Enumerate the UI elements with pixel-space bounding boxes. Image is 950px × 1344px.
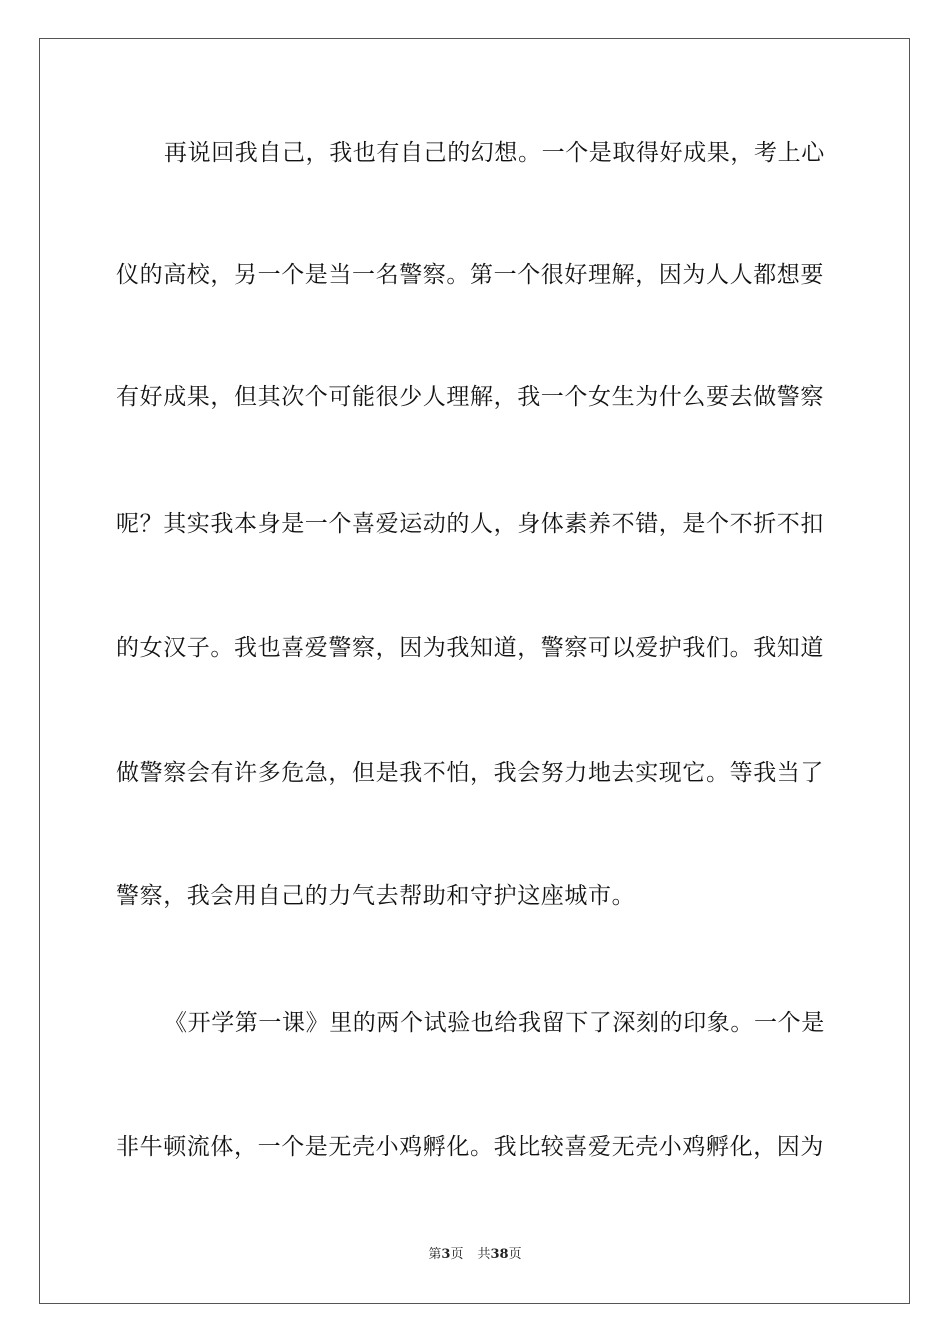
text-line-6: 做警察会有许多危急，但是我不怕，我会努力地去实现它。等我当了 — [116, 760, 824, 786]
text-line-9: 非牛顿流体，一个是无壳小鸡孵化。我比较喜爱无壳小鸡孵化，因为 — [116, 1134, 824, 1160]
footer-page-number: 3 — [441, 1247, 451, 1262]
footer-total-pages: 38 — [490, 1247, 509, 1262]
text-line-8: 《开学第一课》里的两个试验也给我留下了深刻的印象。一个是 — [164, 1010, 825, 1036]
footer-total-prefix: 共 — [477, 1247, 491, 1262]
text-line-7: 警察，我会用自己的力气去帮助和守护这座城市。 — [116, 883, 636, 909]
footer-total-suffix: 页 — [508, 1247, 522, 1262]
footer-page-suffix: 页 — [450, 1247, 464, 1262]
text-line-1: 再说回我自己，我也有自己的幻想。一个是取得好成果，考上心 — [164, 140, 825, 166]
text-line-2: 仪的高校，另一个是当一名警察。第一个很好理解，因为人人都想要 — [116, 262, 824, 288]
text-line-5: 的女汉子。我也喜爱警察，因为我知道，警察可以爱护我们。我知道 — [116, 635, 824, 661]
page-footer — [0, 1246, 950, 1264]
footer-page-prefix: 第 — [428, 1247, 442, 1262]
text-line-3: 有好成果，但其次个可能很少人理解，我一个女生为什么要去做警察 — [116, 384, 824, 410]
page-border — [39, 38, 910, 1304]
text-line-4: 呢？其实我本身是一个喜爱运动的人，身体素养不错，是个不折不扣 — [116, 511, 824, 537]
